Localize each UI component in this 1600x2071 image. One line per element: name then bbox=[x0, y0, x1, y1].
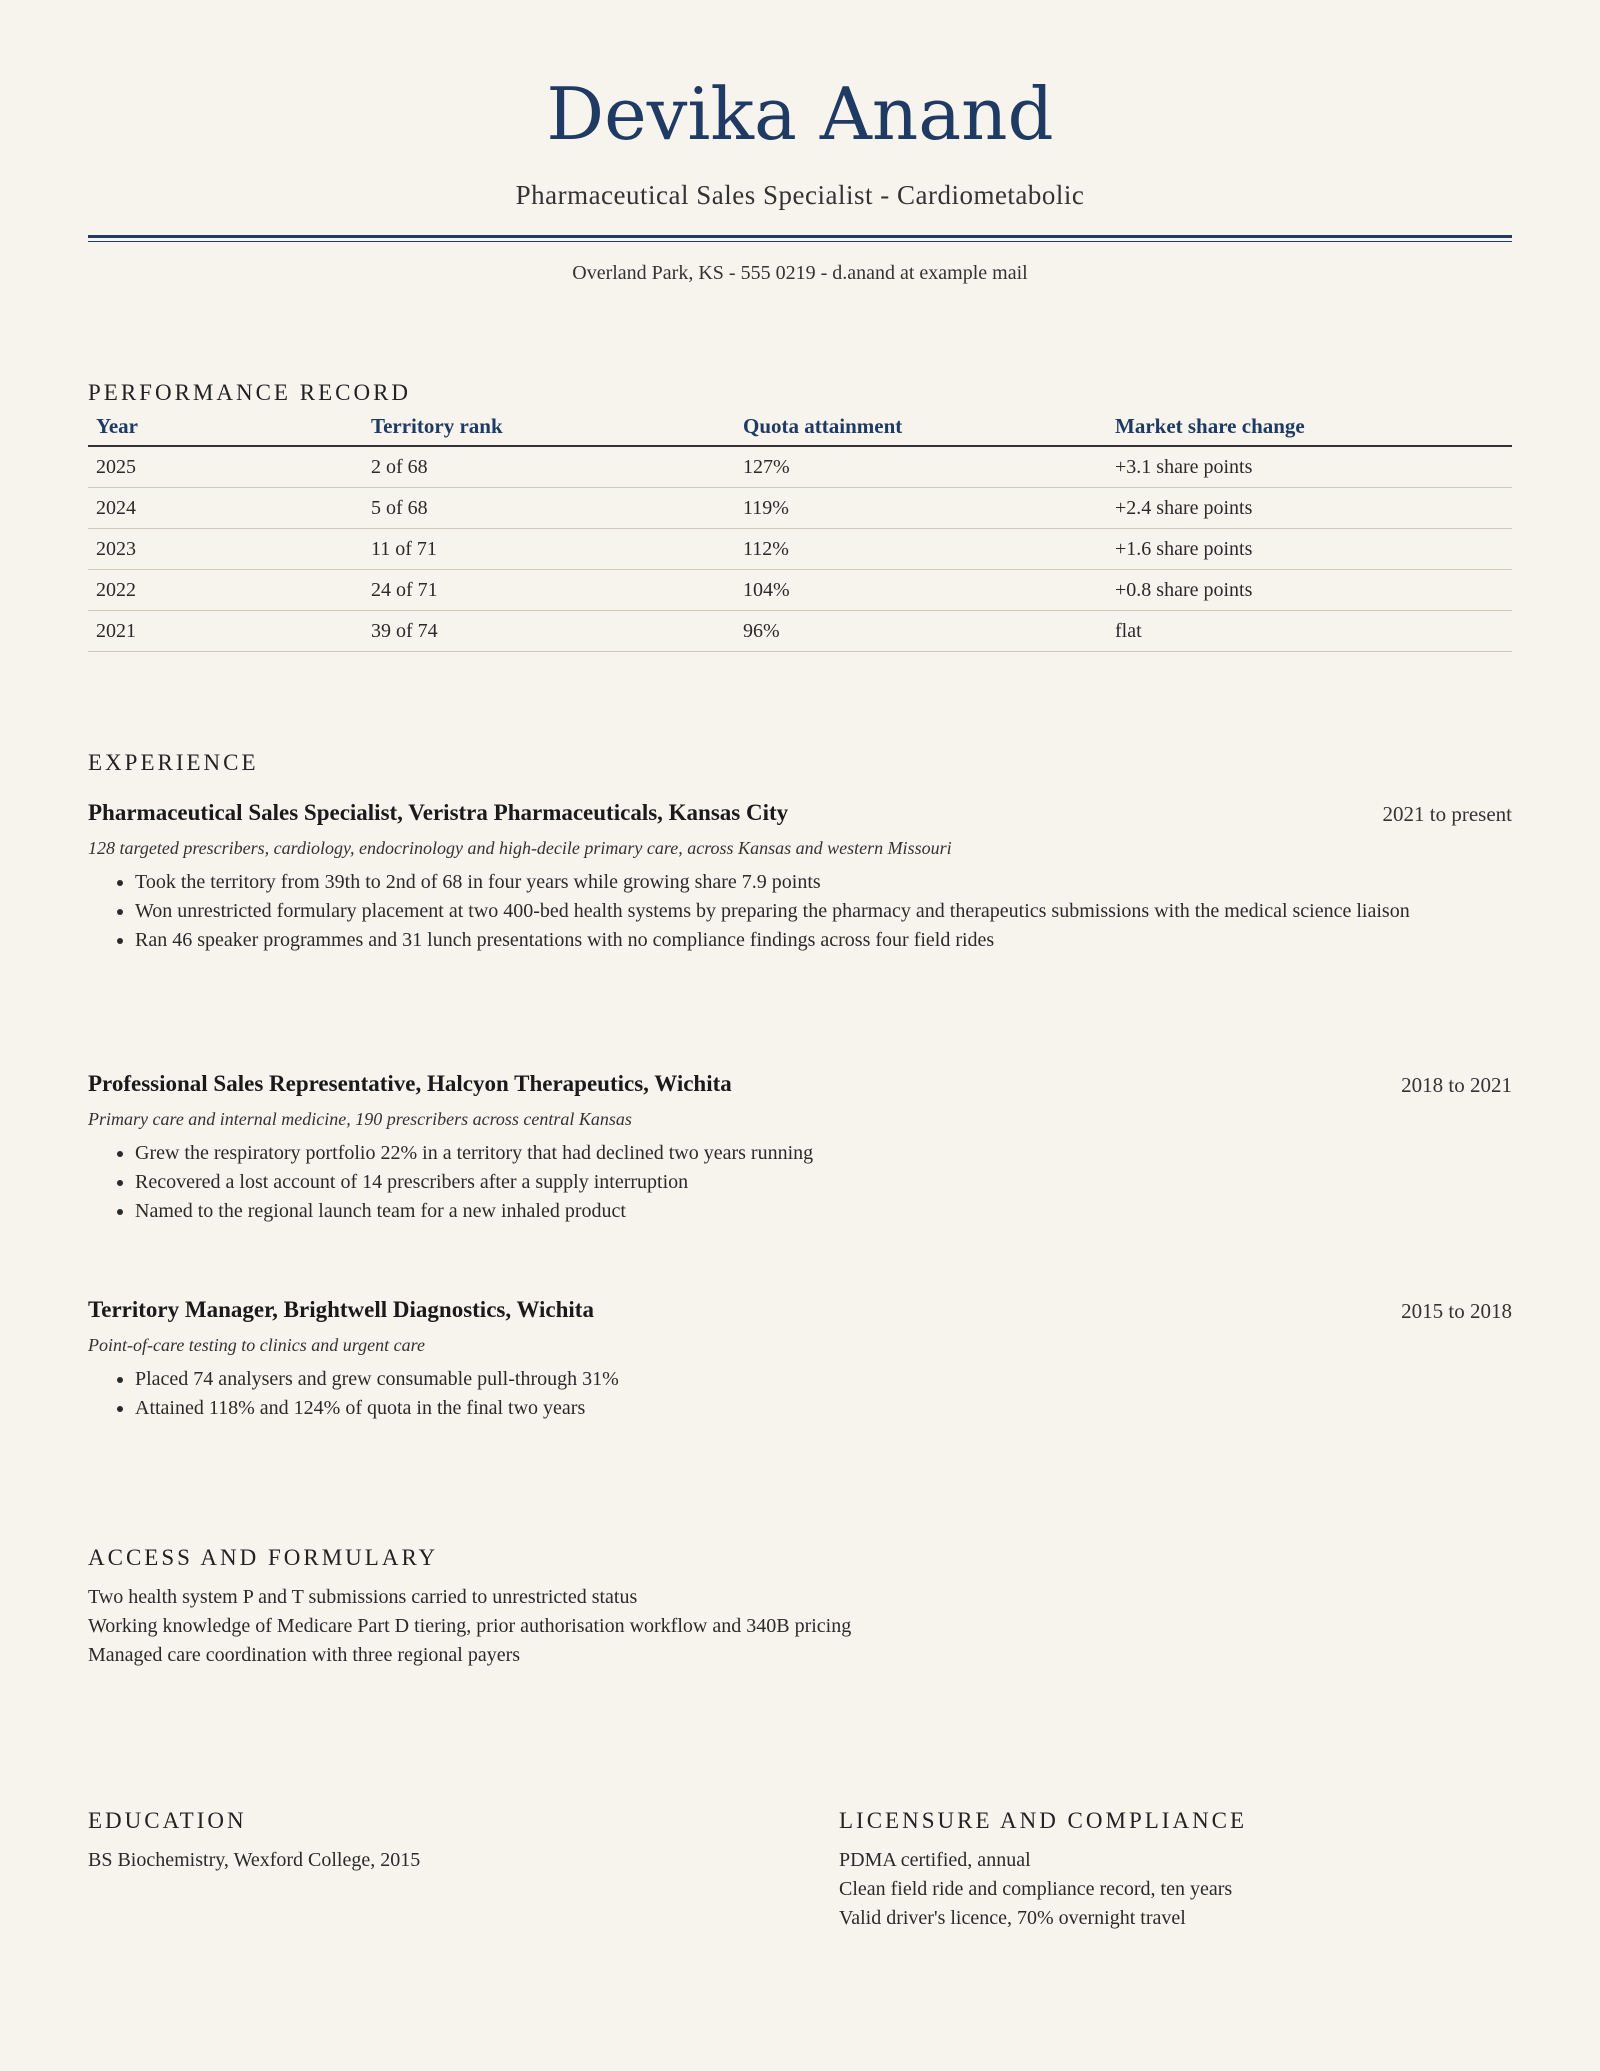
job-dates: 2021 to present bbox=[1382, 802, 1512, 826]
job-title: Territory Manager, Brightwell Diagnostics, Wichita bbox=[88, 1297, 594, 1322]
list-item: • Named to the regional launch team for a new inhaled product bbox=[135, 1197, 1600, 1226]
contact-line: Overland Park, KS - 555 0219 - d.anand at example mail bbox=[572, 262, 1028, 284]
table-cell: +3.1 share points bbox=[1107, 446, 1512, 488]
column-header-year: Year bbox=[88, 413, 363, 446]
table-header-row bbox=[88, 413, 1512, 446]
education-line: BS Biochemistry, Wexford College, 2015 bbox=[88, 1849, 421, 1871]
list-item: • Placed 74 analysers and grew consumable pull-through 31% bbox=[135, 1365, 1600, 1394]
column-header-share: Market share change bbox=[1107, 413, 1512, 446]
education-lines bbox=[88, 1846, 420, 1875]
table-row bbox=[88, 570, 1512, 611]
column-header-rank: Territory rank bbox=[363, 413, 735, 446]
job-dates: 2015 to 2018 bbox=[1401, 1299, 1512, 1323]
list-item: • Took the territory from 39th to 2nd of 68 in four years while growing share 7.9 points bbox=[135, 868, 1600, 897]
table-cell: 2025 bbox=[88, 446, 363, 488]
licensure-lines bbox=[839, 1846, 1232, 1933]
section-title-licensure: LICENSURE AND COMPLIANCE bbox=[839, 1808, 1248, 1833]
table-cell: 2024 bbox=[88, 488, 363, 529]
candidate-name: Devika Anand bbox=[546, 72, 1054, 156]
table-row bbox=[88, 446, 1512, 488]
job-summary: 128 targeted prescribers, cardiology, endocrinology and high-decile primary care, across Kansas and western Missouri bbox=[88, 838, 952, 858]
job-title: Pharmaceutical Sales Specialist, Veristra Pharmaceuticals, Kansas City bbox=[88, 800, 789, 825]
table-cell: 39 of 74 bbox=[363, 611, 735, 652]
job-dates: 2018 to 2021 bbox=[1401, 1073, 1512, 1097]
list-item: • Attained 118% and 124% of quota in the final two years bbox=[135, 1394, 1600, 1423]
section-title-access: ACCESS AND FORMULARY bbox=[88, 1545, 439, 1570]
section-title-experience: EXPERIENCE bbox=[88, 750, 259, 775]
header-rule-thin bbox=[88, 241, 1512, 242]
job-bullet-list bbox=[88, 868, 1600, 955]
list-item: • Grew the respiratory portfolio 22% in a territory that had declined two years running bbox=[135, 1139, 1600, 1168]
column-header-quota: Quota attainment bbox=[735, 413, 1107, 446]
table-cell: 112% bbox=[735, 529, 1107, 570]
table-cell: 2 of 68 bbox=[363, 446, 735, 488]
table-row bbox=[88, 611, 1512, 652]
licensure-line: PDMA certified, annual bbox=[839, 1849, 1031, 1871]
header-rule-thick bbox=[88, 235, 1512, 238]
candidate-title: Pharmaceutical Sales Specialist - Cardiometabolic bbox=[515, 180, 1085, 210]
table-cell: 2022 bbox=[88, 570, 363, 611]
table-cell: 5 of 68 bbox=[363, 488, 735, 529]
job-bullet-list bbox=[88, 1365, 1600, 1423]
table-cell: +2.4 share points bbox=[1107, 488, 1512, 529]
job-bullet-list bbox=[88, 1139, 1600, 1226]
job-summary: Primary care and internal medicine, 190 prescribers across central Kansas bbox=[88, 1109, 632, 1129]
access-line: Managed care coordination with three regional payers bbox=[88, 1644, 521, 1666]
table-cell: +1.6 share points bbox=[1107, 529, 1512, 570]
table-cell: 104% bbox=[735, 570, 1107, 611]
list-item: • Recovered a lost account of 14 prescribers after a supply interruption bbox=[135, 1168, 1600, 1197]
table-cell: 2023 bbox=[88, 529, 363, 570]
job-summary: Point-of-care testing to clinics and urgent care bbox=[88, 1335, 425, 1355]
table-cell: +0.8 share points bbox=[1107, 570, 1512, 611]
table-cell: 96% bbox=[735, 611, 1107, 652]
table-cell: 2021 bbox=[88, 611, 363, 652]
access-line: Working knowledge of Medicare Part D tiering, prior authorisation workflow and 340B pricing bbox=[88, 1615, 852, 1637]
table-cell: 24 of 71 bbox=[363, 570, 735, 611]
section-title-education: EDUCATION bbox=[88, 1808, 247, 1833]
access-lines bbox=[88, 1583, 851, 1670]
job-title: Professional Sales Representative, Halcyon Therapeutics, Wichita bbox=[88, 1071, 732, 1096]
licensure-line: Valid driver's licence, 70% overnight travel bbox=[839, 1907, 1186, 1929]
list-item: • Won unrestricted formulary placement at two 400-bed health systems by preparing the pharmacy and therapeutics submissions with the medical science liaison bbox=[135, 897, 1600, 926]
table-cell: 11 of 71 bbox=[363, 529, 735, 570]
table-cell: 127% bbox=[735, 446, 1107, 488]
access-line: Two health system P and T submissions carried to unrestricted status bbox=[88, 1586, 638, 1608]
table-row bbox=[88, 529, 1512, 570]
section-title-performance: PERFORMANCE RECORD bbox=[88, 380, 412, 405]
table-row bbox=[88, 488, 1512, 529]
list-item: • Ran 46 speaker programmes and 31 lunch presentations with no compliance findings across four field rides bbox=[135, 926, 1600, 955]
licensure-line: Clean field ride and compliance record, ten years bbox=[839, 1878, 1233, 1900]
performance-table bbox=[88, 413, 1512, 652]
table-cell: flat bbox=[1107, 611, 1512, 652]
table-cell: 119% bbox=[735, 488, 1107, 529]
